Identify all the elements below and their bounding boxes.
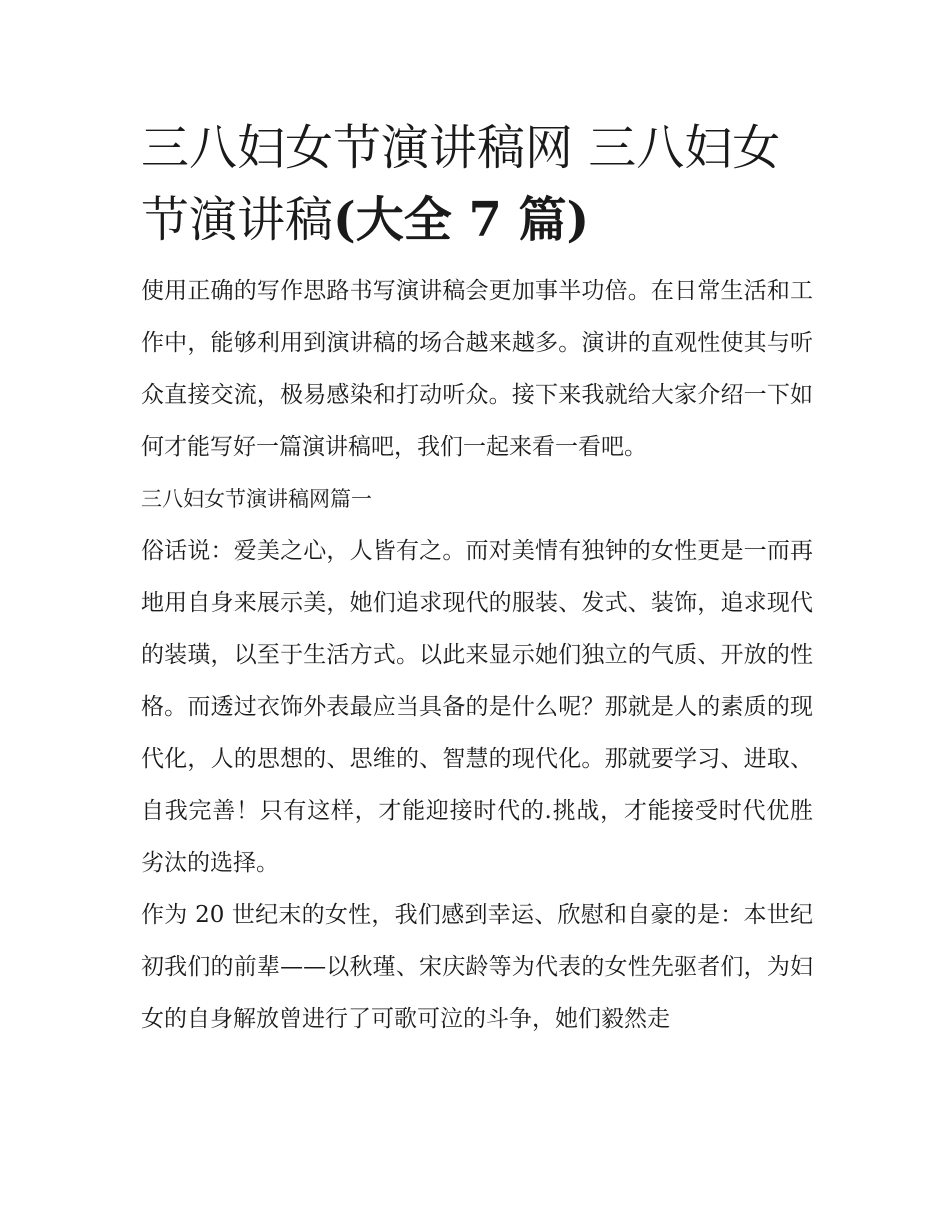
document-title [141,112,813,256]
document-body [141,112,813,1045]
section-heading: 三八妇女节演讲稿网篇一 [141,487,372,511]
body-paragraph: 作为 20 世纪末的女性，我们感到幸运、欣慰和自豪的是：本世纪初我们的前辈——以秋瑾、宋庆龄等为代表的女性先驱者们，为妇女的自身解放曾进行了可歌可泣的斗争，她们毅然走 [141,902,813,1032]
intro-paragraph: 使用正确的写作思路书写演讲稿会更加事半功倍。在日常生活和工作中，能够利用到演讲稿的场合越来越多。演讲的直观性使其与听众直接交流，极易感染和打动听众。接下来我就给大家介绍一下如何才能写好一篇演讲稿吧，我们一起来看一看吧。 [141,278,813,460]
body-paragraph: 俗话说：爱美之心，人皆有之。而对美情有独钟的女性更是一而再地用自身来展示美，她们追求现代的服装、发式、装饰，追求现代的装璜，以至于生活方式。以此来显示她们独立的气质、开放的性格。而透过衣饰外表最应当具备的是什么呢？那就是人的素质的现代化，人的思想的、思维的、智慧的现代化。那就要学习、进取、自我完善！只有这样，才能迎接时代的.挑战，才能接受时代优胜劣汰的选择。 [141,538,813,876]
title-suffix: (大全 7 篇) [333,192,590,248]
title-text: 三八妇女节演讲稿网 三八妇女节演讲稿 [141,120,781,248]
